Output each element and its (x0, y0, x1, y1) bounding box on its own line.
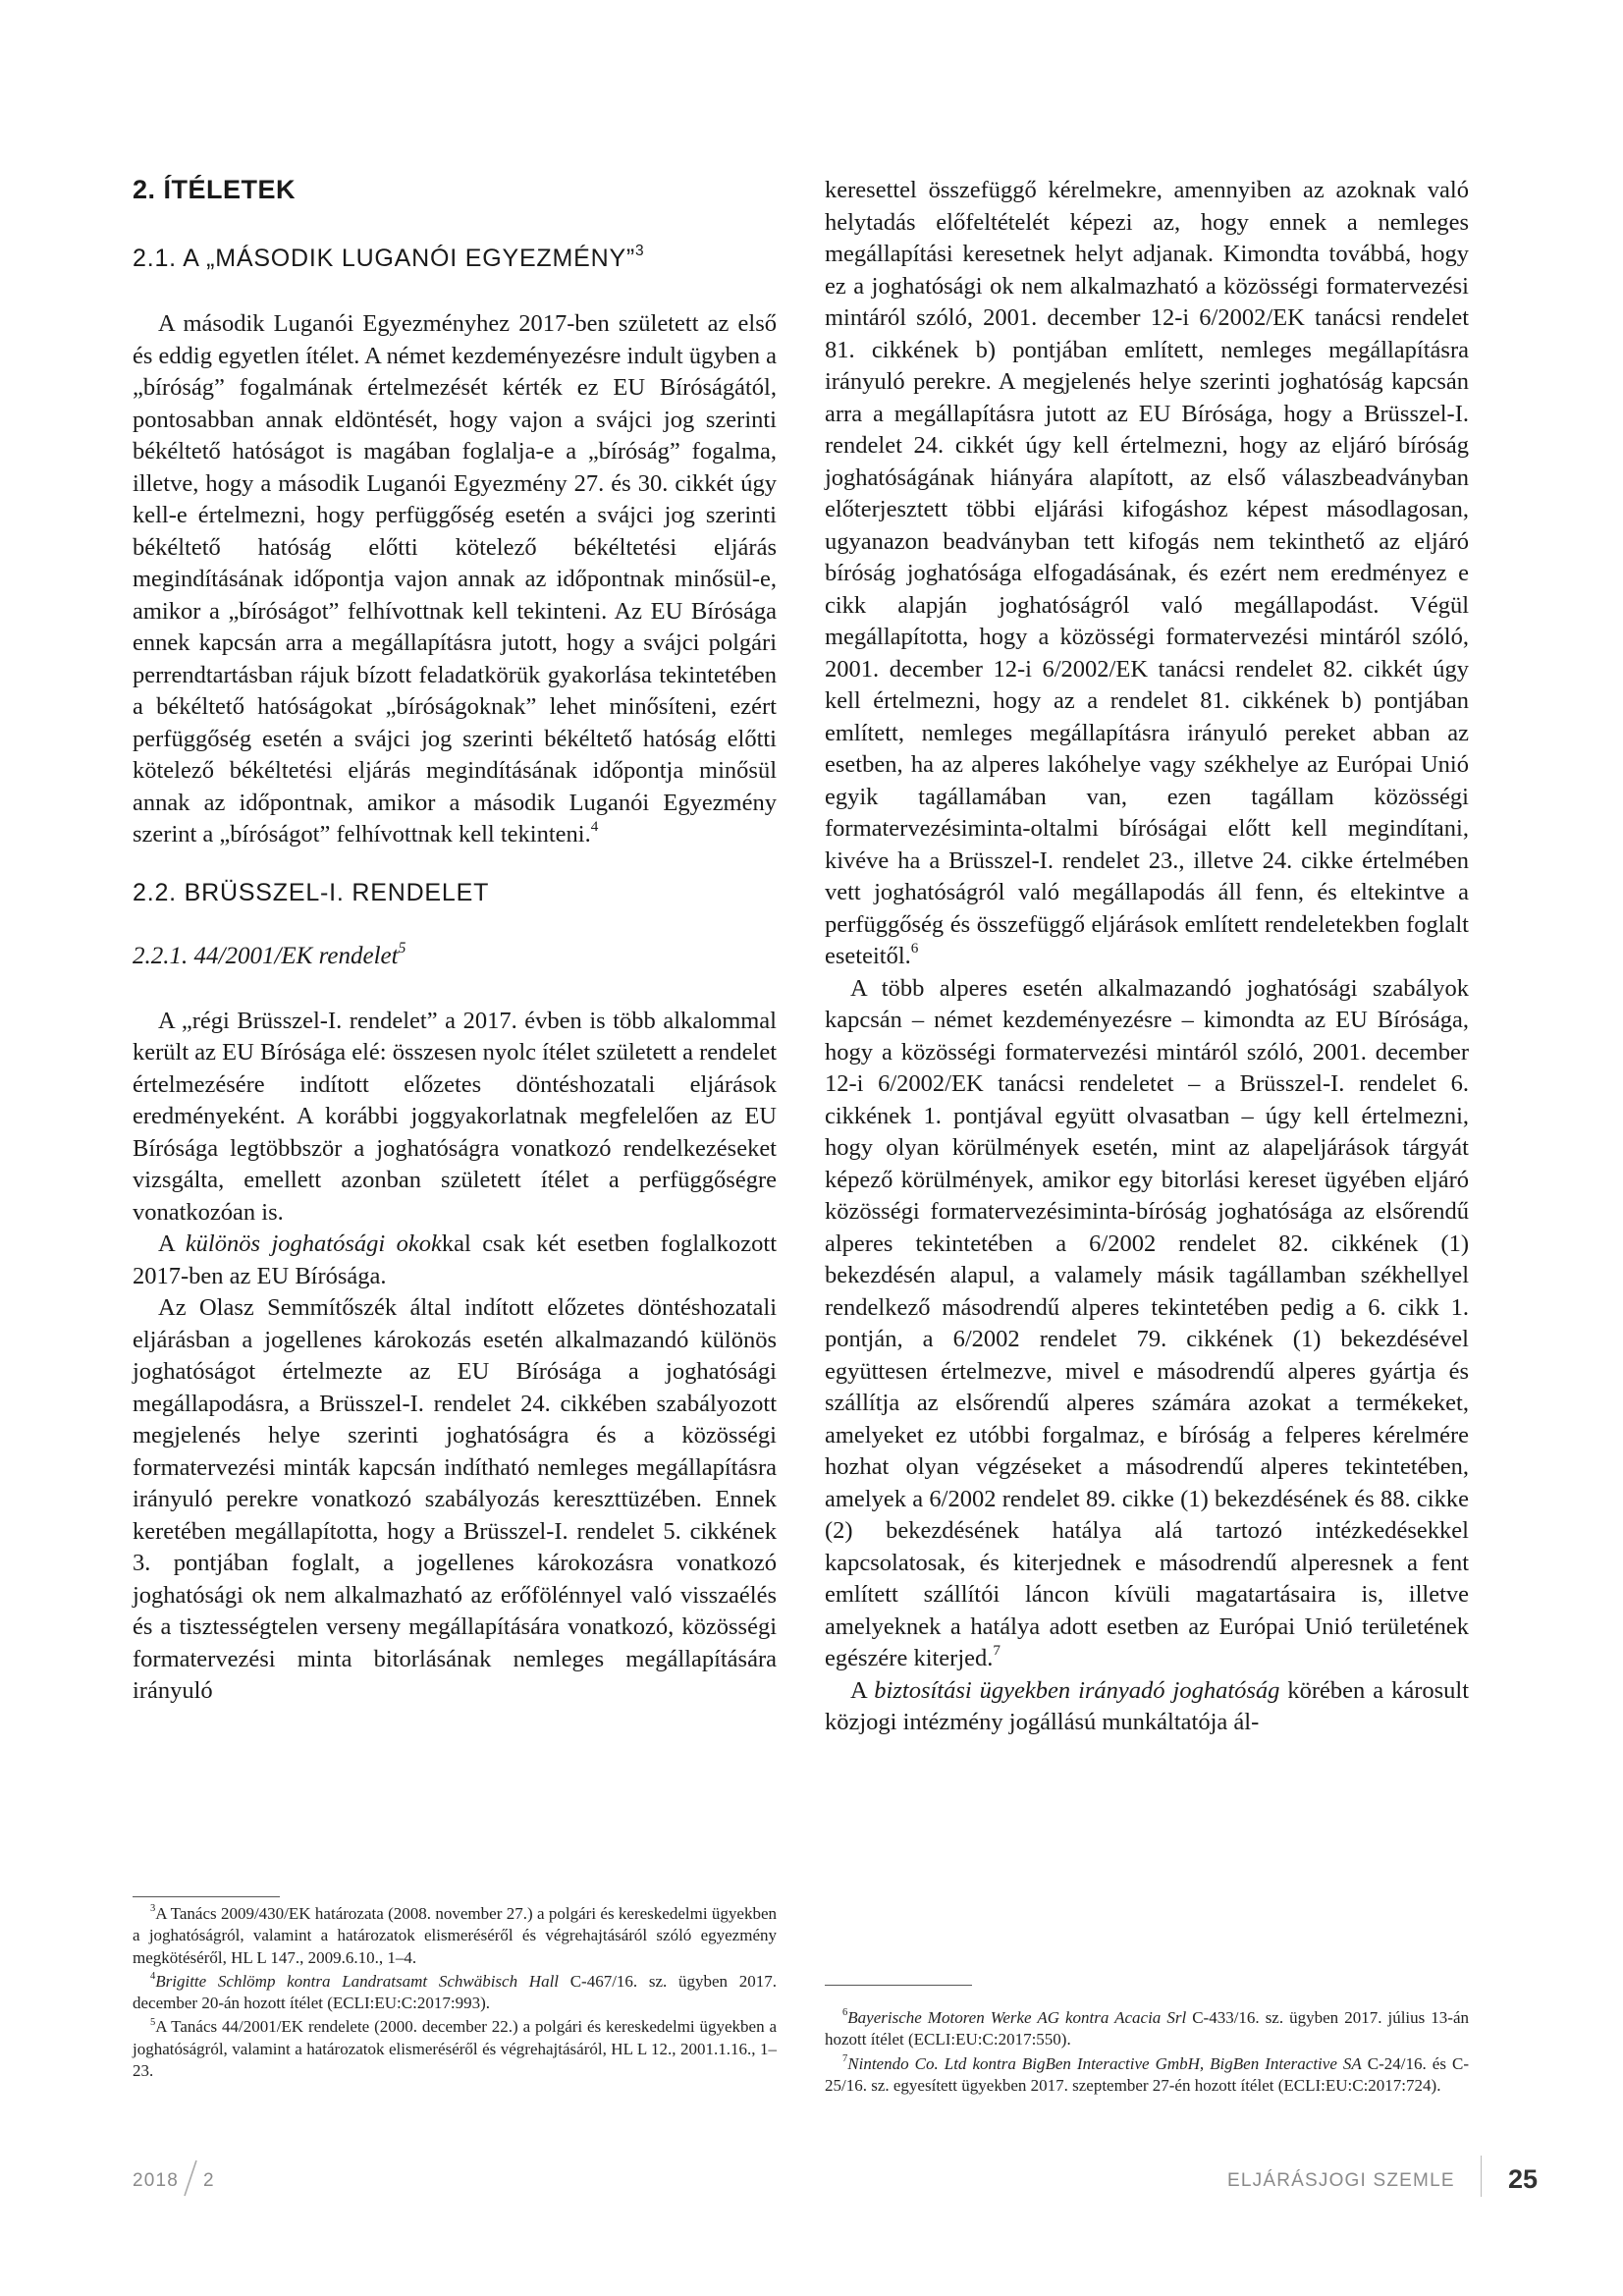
footnotes-left (133, 1903, 777, 2084)
footnote-number: 4 (150, 1971, 156, 1983)
paragraph-continued (825, 175, 1469, 973)
paragraph-text: A (158, 1230, 186, 1257)
footnote-6 (825, 2007, 1469, 2051)
section-title: 2. ÍTÉLETEK (133, 175, 297, 204)
subsection-title-lugano (133, 245, 777, 273)
footnote-ref: 4 (590, 818, 599, 836)
footnote-number: 5 (150, 2016, 156, 2028)
right-column (825, 175, 1469, 1739)
paragraph-text: körében a károsult közjogi intézmény jogállású munkáltatója ál- (825, 1676, 1470, 1735)
footnote-ref: 7 (993, 1642, 1001, 1660)
paragraph-text: A második Luganói Egyezményhez 2017-ben született az első és eddig egyetlen ítélet. A német kezdeményezésre indult ügyben a „bíróság” fogalmának értelmezését kérték ez EU Bíróságától, pontosabban annak eldöntését, hogy vajon a svájci jog szerinti békéltető hatóságot is magában foglalja-e a „bíróság” fogalma, illetve, hogy a második Luganói Egyezmény 27. és 30. cikkét úgy kell-e értelmezni, hogy perfüggőség esetén a svájci jog szerinti békéltető hatóság előtti kötelező békéltetési eljárás megindításának időpontja vajon annak az időpontnak minősül-e, amikor a „bíróságot” felhívottnak kell tekinteni. Az EU Bírósága ennek kapcsán arra a megállapításra jutott, hogy a svájci polgári perrendtartásban rájuk bízott feladatkörük gyakorlása tekintetében a békéltető hatóságokat „bíróságoknak” lehet minősíteni, ezért perfüggőség esetén a svájci jog szerinti békéltető hatóság előtti kötelező békéltetési eljárás megindításának időpontja minősül annak az időpontnak, amikor a második Luganói Egyezmény szerint a „bíróságot” felhívottnak kell tekinteni. (133, 310, 777, 847)
footnote-4 (133, 1971, 777, 2015)
paragraph-insurance (825, 1675, 1469, 1739)
footnote-3 (133, 1903, 777, 1969)
left-column (133, 175, 777, 1708)
footnote-ref: 5 (398, 939, 406, 957)
footnote-divider (133, 1896, 280, 1897)
footnote-case-name: Bayerische Motoren Werke AG kontra Acacia Srl (847, 2008, 1187, 2027)
footnote-number: 3 (150, 1903, 156, 1915)
emphasis-text: különös joghatósági okok (185, 1230, 442, 1257)
subsubsection-title-text: 2.2.1. 44/2001/EK rendelet (133, 942, 399, 969)
paragraph-brussels-intro: A „régi Brüsszel-I. rendelet” a 2017. évben is több alkalommal került az EU Bírósága elé: összesen nyolc ítélet született a rendelet értelmezésére indított előzetes döntéshozatali eljárások eredményeként. A korábbi joggyakorlatnak megfelelően az EU Bírósága legtöbbször a joghatóságra vonatkozó rendelkezéseket vizsgálta, emellett azonban született ítélet a perfüggőségre vonatkozóan is. (133, 1007, 777, 1226)
footnote-7 (825, 2053, 1469, 2098)
footnote-text: A Tanács 2009/430/EK határozata (2008. november 27.) a polgári és kereskedelmi ügyekben a joghatóságról, valamint a határozatok elismeréséről és végrehajtásáról szóló egyezmény megkötéséről, HL L 147., 2009.6.10., 1–4. (133, 1904, 777, 1967)
paragraph-text: A (850, 1676, 875, 1704)
footnote-text: C-467/16. sz. ügyben 2017. december 20-án hozott ítélet (ECLI:EU:C:2017:993). (133, 1971, 777, 2013)
footnote-text: A Tanács 44/2001/EK rendelete (2000. december 22.) a polgári és kereskedelmi ügyekben a joghatóságról, valamint a határozatok elismeréséről és végrehajtásáról, HL L 12., 2001.1.16., 1–23. (133, 2017, 777, 2081)
footnote-5 (133, 2016, 777, 2082)
footer-year: 2018 (133, 2170, 180, 2191)
emphasis-text: biztosítási ügyekben irányadó joghatóság (874, 1676, 1280, 1704)
footnote-divider (825, 1985, 972, 1986)
subsection-title-text: 2.1. A „MÁSODIK LUGANÓI EGYEZMÉNY” (133, 245, 636, 272)
subsection-title-brussels: 2.2. BRÜSSZEL-I. RENDELET (133, 878, 490, 906)
footnote-ref: 3 (635, 243, 645, 260)
subsubsection-title (133, 939, 777, 970)
paragraph-text: A több alperes esetén alkalmazandó joghatósági szabályok kapcsán – német kezdeményezésre – kimondta az EU Bírósága, hogy a közösségi formatervezési mintáról szóló, 2001. december 12-i 6/2002/EK tanácsi rendeletet – a Brüsszel-I. rendelet 6. cikkének 1. pontjával együtt olvasatban – úgy kell értelmezni, hogy olyan körülmények esetén, mint az alapeljárások tárgyát képező körülmények, amikor egy bitorlási kereset ügyében eljáró közösségi formatervezésiminta-bíróság joghatósága az elsőrendű alperes tekintetében a 6/2002 rendelet 82. cikkének (1) bekezdésén alapul, a valamely másik tagállamban székhellyel rendelkező másodrendű alperes tekintetében pedig a 6. cikk 1. pontján, a 6/2002 rendelet 79. cikkének (1) bekezdésével együttesen értelmezve, mivel e másodrendű alperes gyártja és szállítja az elsőrendű alperes számára azokat a termékeket, amelyeket ez utóbbi forgalmaz, e bíróság a felperes kérelmére hozhat olyan végzéseket a másodrendű alperes tekintetében, amelyek a 6/2002 rendelet 89. cikke (1) bekezdésének és 88. cikke (2) bekezdésének hatálya alá tartozó intézkedésekkel kapcsolatosak, és kiterjednek e másodrendű alperesnek a fent említett szállítói láncon kívüli magatartásaira is, illetve amelyeknek a hatálya adott esetben az Európai Unió területének egészére kiterjed. (825, 974, 1469, 1671)
footnote-number: 6 (842, 2007, 848, 2019)
footer-slash-divider (183, 2159, 198, 2198)
footnote-number: 7 (842, 2052, 848, 2064)
paragraph-lugano (133, 308, 777, 851)
paragraph-special-jurisdiction (133, 1229, 777, 1292)
footer-journal-name: ELJÁRÁSJOGI SZEMLE (1227, 2170, 1455, 2191)
paragraph-text: kal csak két esetben foglalkozott 2017-ben az EU Bírósága. (133, 1230, 777, 1289)
footer-divider (1481, 2156, 1482, 2197)
paragraph-text: keresettel összefüggő kérelmekre, amennyiben az azoknak való helytadás előfeltételét képezi az, hogy ennek a nemleges megállapítási keresetnek helyt adjanak. Kimondta továbbá, hogy ez a joghatósági ok nem alkalmazható a közösségi formatervezési mintáról szóló, 2001. december 12-i 6/2002/EK tanácsi rendelet 81. cikkének b) pontjában említett, nemleges megállapításra irányuló perekre. A megjelenés helye szerinti joghatóság kapcsán arra a megállapításra jutott az EU Bírósága, hogy a Brüsszel-I. rendelet 24. cikkét úgy kell értelmezni, hogy az eljáró bíróság joghatóságának hiányára alapított, az első válaszbeadványban előterjesztett többi eljárási kifogáshoz képest másodlagosan, ugyanazon beadványban tett kifogás nem tekinthető az eljáró bíróság joghatósága elfogadásának, és ezért nem eredményez e cikk alapján joghatóságról való megállapodást. Végül megállapította, hogy a közösségi formatervezési mintáról szóló, 2001. december 12-i 6/2002/EK tanácsi rendelet 82. cikkét úgy kell értelmezni, hogy az a rendelet 81. cikkének b) pontjában említett, nemleges megállapításra irányuló pereket abban az esetben, ha az alperes lakóhelye vagy székhelye az Európai Unió egyik tagállamában van, ezen tagállam közösségi formatervezésiminta-oltalmi bíróságai előtt kell megindítani, kivéve ha a Brüsszel-I. rendelet 23., illetve 24. cikke értelmében vett joghatóságról való megállapodás áll fenn, és eltekintve a perfüggőség és összefüggő eljárások említett rendeletekben foglalt eseteitől. (825, 177, 1469, 969)
footnote-text: C-433/16. sz. ügyben 2017. július 13-án hozott ítélet (ECLI:EU:C:2017:550). (825, 2008, 1469, 2050)
footnote-case-name: Nintendo Co. Ltd kontra BigBen Interactive GmbH, BigBen Interactive SA (847, 2053, 1362, 2073)
footnote-ref: 6 (910, 940, 919, 957)
footnote-case-name: Brigitte Schlömp kontra Landratsamt Schwäbisch Hall (155, 1971, 560, 1991)
footnotes-right (825, 2007, 1469, 2099)
footnote-text: C-24/16. és C-25/16. sz. egyesített ügyekben 2017. szeptember 27-én hozott ítélet (ECLI:EU:C:2017:724). (825, 2053, 1469, 2095)
page-number: 25 (1508, 2164, 1539, 2194)
footer-issue: 2 (203, 2170, 215, 2191)
paragraph-italian-court: Az Olasz Semmítőszék által indított előzetes döntéshozatali eljárásban a jogellenes károkozás esetén alkalmazandó különös joghatóságot értelmezte az EU Bírósága a joghatósági megállapodásra, a Brüsszel-I. rendelet 24. cikkében szabályozott megjelenés helye szerinti joghatóságra és a közösségi formatervezési minták kapcsán indítható nemleges megállapításra irányuló perekre vonatkozó szabályozás kereszttüzében. Ennek keretében megállapította, hogy a Brüsszel-I. rendelet 5. cikkének 3. pontjában foglalt, a jogellenes károkozásra vonatkozó joghatósági ok nem alkalmazható az erőfölénnyel való visszaélés és a tisztességtelen verseny megállapítására vonatkozó, közösségi formatervezési minta bitorlásának nemleges megállapítására irányuló (133, 1294, 777, 1704)
paragraph-multiple-defendants (825, 973, 1469, 1675)
